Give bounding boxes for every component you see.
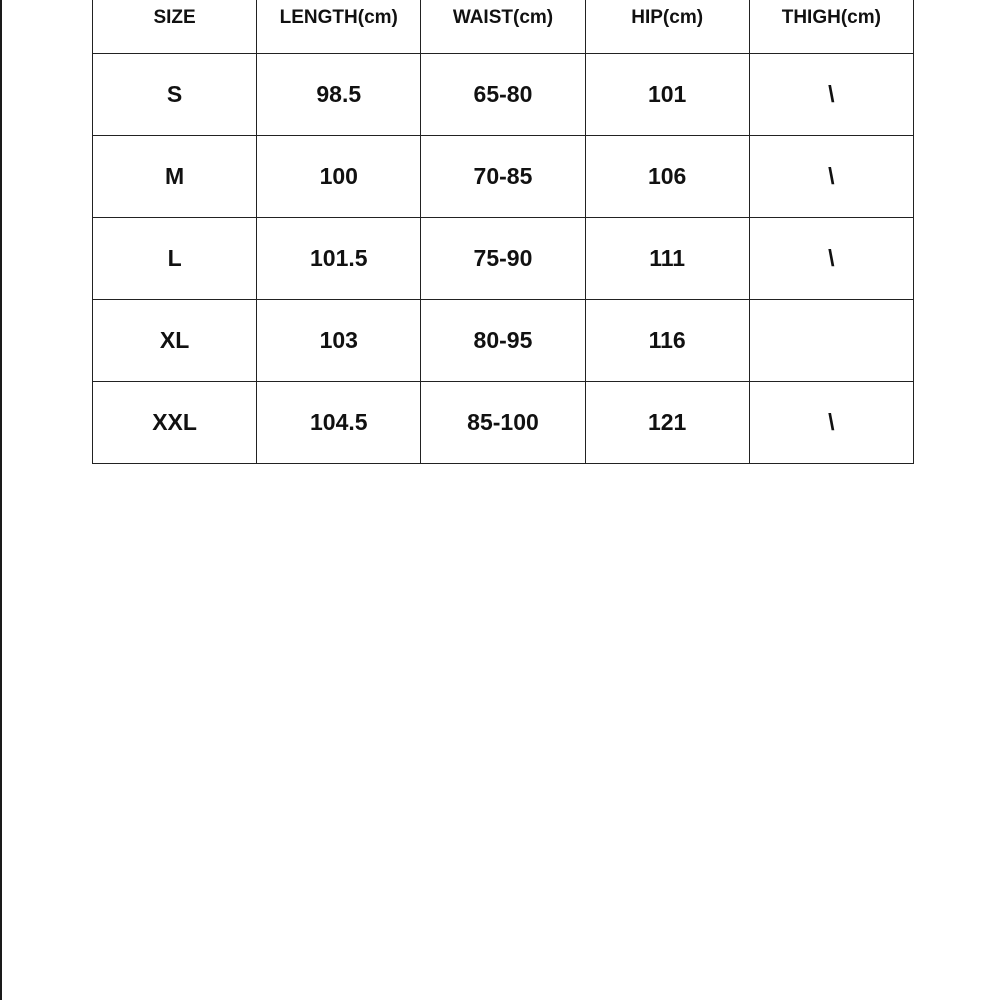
header-hip: HIP(cm) [585, 0, 749, 54]
cell-length: 100 [257, 136, 421, 218]
left-border-line [0, 0, 2, 1000]
cell-length: 98.5 [257, 54, 421, 136]
cell-size: L [93, 218, 257, 300]
table-header-row [93, 0, 914, 54]
cell-hip: 111 [585, 218, 749, 300]
header-waist: WAIST(cm) [421, 0, 585, 54]
cell-waist: 65-80 [421, 54, 585, 136]
cell-hip: 121 [585, 382, 749, 464]
cell-thigh: \ [749, 136, 913, 218]
cell-size: XXL [93, 382, 257, 464]
table-row [93, 136, 914, 218]
header-length: LENGTH(cm) [257, 0, 421, 54]
table-row [93, 382, 914, 464]
cell-waist: 80-95 [421, 300, 585, 382]
cell-size: M [93, 136, 257, 218]
size-chart-table [92, 0, 914, 464]
cell-waist: 70-85 [421, 136, 585, 218]
cell-waist: 75-90 [421, 218, 585, 300]
table-row [93, 54, 914, 136]
header-thigh: THIGH(cm) [749, 0, 913, 54]
cell-thigh [749, 300, 913, 382]
cell-hip: 106 [585, 136, 749, 218]
cell-size: S [93, 54, 257, 136]
cell-length: 104.5 [257, 382, 421, 464]
table-row [93, 218, 914, 300]
cell-thigh: \ [749, 218, 913, 300]
cell-size: XL [93, 300, 257, 382]
cell-hip: 116 [585, 300, 749, 382]
cell-hip: 101 [585, 54, 749, 136]
cell-waist: 85-100 [421, 382, 585, 464]
cell-length: 103 [257, 300, 421, 382]
cell-thigh: \ [749, 382, 913, 464]
cell-thigh: \ [749, 54, 913, 136]
table-row [93, 300, 914, 382]
cell-length: 101.5 [257, 218, 421, 300]
header-size: SIZE [93, 0, 257, 54]
